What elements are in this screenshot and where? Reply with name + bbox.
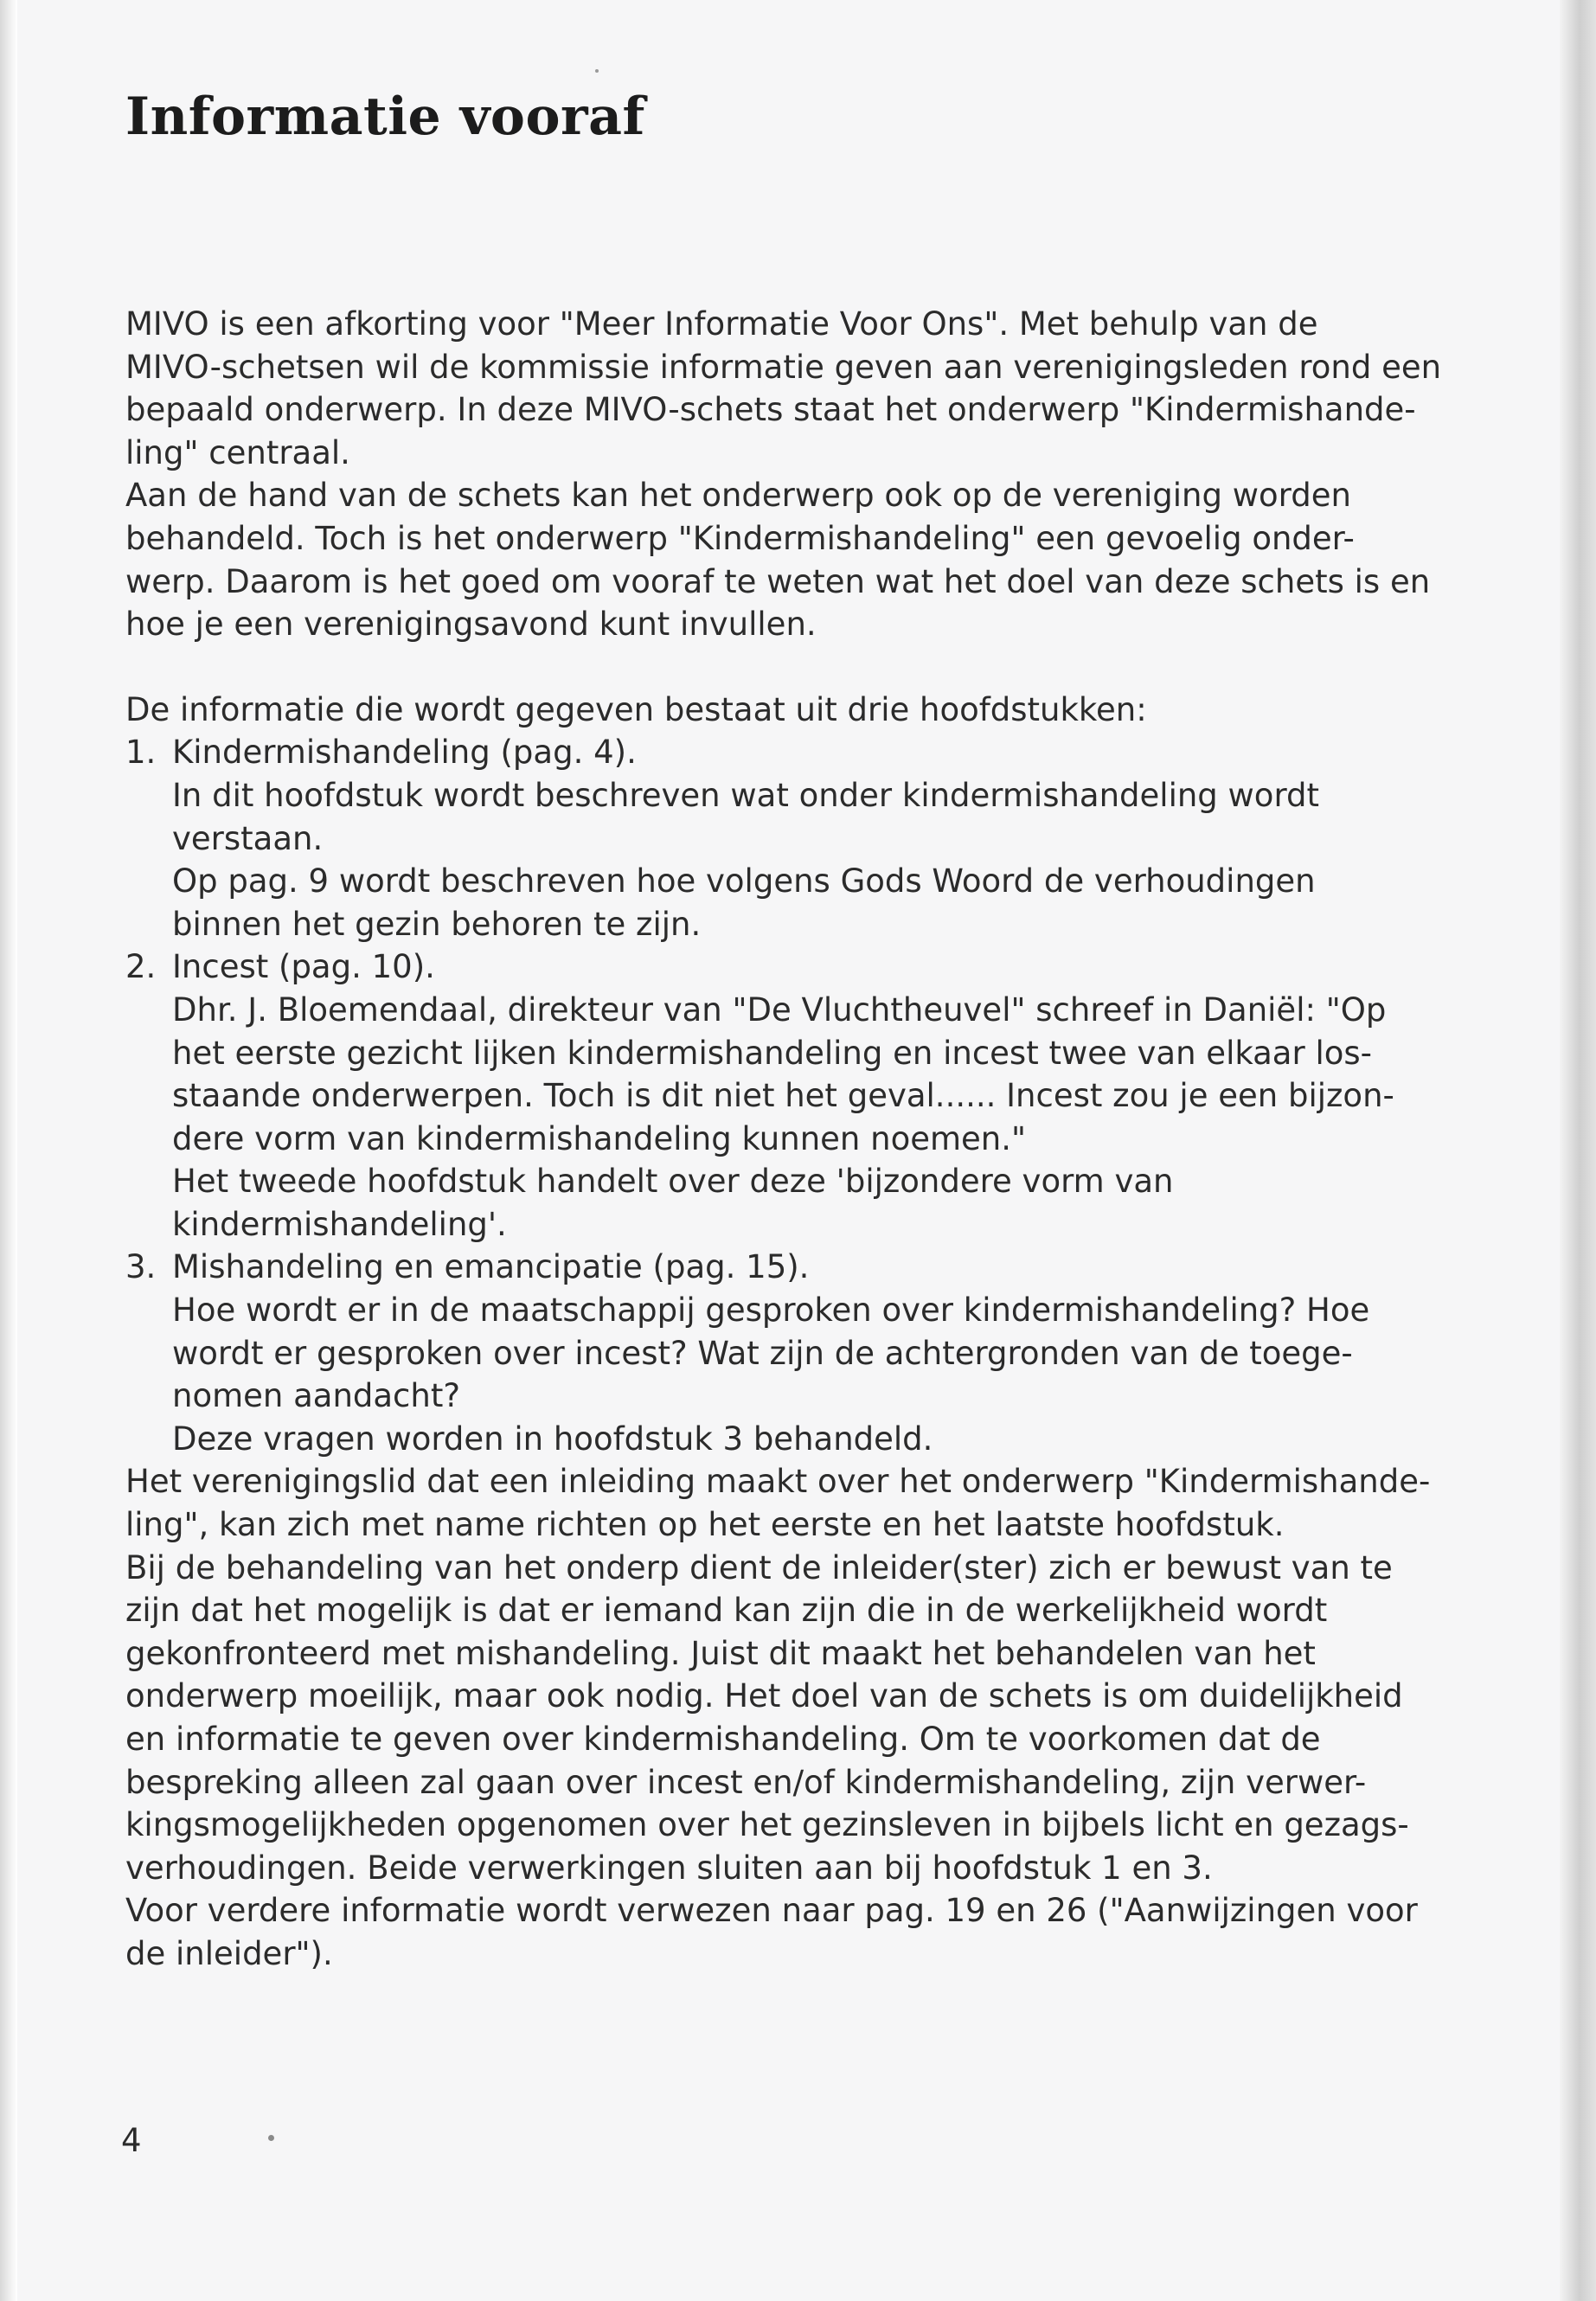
intro-line: bepaald onderwerp. In deze MIVO-schets staat het onderwerp "Kindermishande- [125,391,1416,429]
scan-left-shadow [0,0,17,2301]
chapter-number: 2. [125,948,157,986]
intro-line: Aan de hand van de schets kan het onderwerp ook op de vereniging worden [125,477,1351,515]
chapter-title: Incest (pag. 10). [172,948,435,986]
chapter-line: verstaan. [172,819,324,857]
scan-right-edge [1560,0,1596,2301]
chapter-line: Dhr. J. Bloemendaal, direkteur van "De Vluchtheuvel" schreef in Daniël: "Op [172,990,1387,1029]
closing-line: en informatie te geven over kindermishandeling. Om te voorkomen dat de [125,1721,1321,1758]
body-text [125,303,1449,1976]
speck-mark [595,69,599,73]
closing-line: ling", kan zich met name richten op het eerste en het laatste hoofdstuk. [125,1506,1285,1544]
chapter-heading [125,1246,1449,1289]
intro-line: MIVO-schetsen wil de kommissie informatie geven aan verenigingsleden rond een [125,348,1442,386]
chapter-line: binnen het gezin behoren te zijn. [172,905,702,943]
intro-line: MIVO is een afkorting voor "Meer Informatie Voor Ons". Met behulp van de [125,305,1318,343]
closing-line: Voor verdere informatie wordt verwezen naar pag. 19 en 26 ("Aanwijzingen voor [125,1892,1418,1930]
chapter-number: 1. [125,734,157,772]
intro-line: ling" centraal. [125,433,350,471]
chapter-line: nomen aandacht? [172,1377,460,1415]
chapter-line: Het tweede hoofdstuk handelt over deze 'bijzondere vorm van [172,1163,1174,1201]
intro-line: hoe je een verenigingsavond kunt invullen. [125,606,817,644]
list-intro: De informatie die wordt gegeven bestaat uit drie hoofdstukken: [125,690,1147,728]
speck-mark [268,2135,274,2141]
closing-line: bespreking alleen zal gaan over incest en/of kindermishandeling, zijn verwer- [125,1763,1367,1801]
closing-line: Bij de behandeling van het onderp dient de inleider(ster) zich er bewust van te [125,1548,1393,1586]
chapter-number: 3. [125,1248,157,1286]
chapter-line: het eerste gezicht lijken kindermishandeling en incest twee van elkaar los- [172,1034,1372,1072]
paragraph-gap [125,646,1449,689]
chapter-title: Kindermishandeling (pag. 4). [172,734,637,772]
chapter-line: Deze vragen worden in hoofdstuk 3 behandeld. [172,1420,933,1458]
page-number: 4 [121,2122,142,2159]
chapter-line: dere vorm van kindermishandeling kunnen noemen." [172,1119,1027,1157]
closing-line: kingsmogelijkheden opgenomen over het gezinsleven in bijbels licht en gezags- [125,1806,1409,1844]
closing-line: verhoudingen. Beide verwerkingen sluiten aan bij hoofdstuk 1 en 3. [125,1849,1213,1887]
chapter-line: Hoe wordt er in de maatschappij gesproken over kindermishandeling? Hoe [172,1292,1370,1330]
chapter-heading [125,945,1449,989]
closing-line: Het verenigingslid dat een inleiding maakt over het onderwerp "Kindermishande- [125,1463,1431,1501]
closing-line: zijn dat het mogelijk is dat er iemand kan zijn die in de werkelijkheid wordt [125,1592,1328,1630]
document-page [17,0,1560,2301]
chapter-line: kindermishandeling'. [172,1205,507,1243]
chapter-line: staande onderwerpen. Toch is dit niet het geval...... Incest zou je een bijzon- [172,1077,1394,1115]
chapter-line: Op pag. 9 wordt beschreven hoe volgens Gods Woord de verhoudingen [172,862,1316,901]
intro-line: werp. Daarom is het goed om vooraf te weten wat het doel van deze schets is en [125,562,1431,600]
chapter-line: wordt er gesproken over incest? Wat zijn de achtergronden van de toege- [172,1334,1353,1372]
chapter-title: Mishandeling en emancipatie (pag. 15). [172,1248,810,1286]
closing-line: onderwerp moeilijk, maar ook nodig. Het doel van de schets is om duidelijkheid [125,1677,1403,1715]
chapter-heading [125,731,1449,774]
closing-line: de inleider"). [125,1934,333,1972]
closing-line: gekonfronteerd met mishandeling. Juist dit maakt het behandelen van het [125,1634,1316,1672]
page-title: Informatie vooraf [125,87,645,147]
intro-line: behandeld. Toch is het onderwerp "Kindermishandeling" een gevoelig onder- [125,519,1355,557]
chapter-line: In dit hoofdstuk wordt beschreven wat onder kindermishandeling wordt [172,776,1320,814]
